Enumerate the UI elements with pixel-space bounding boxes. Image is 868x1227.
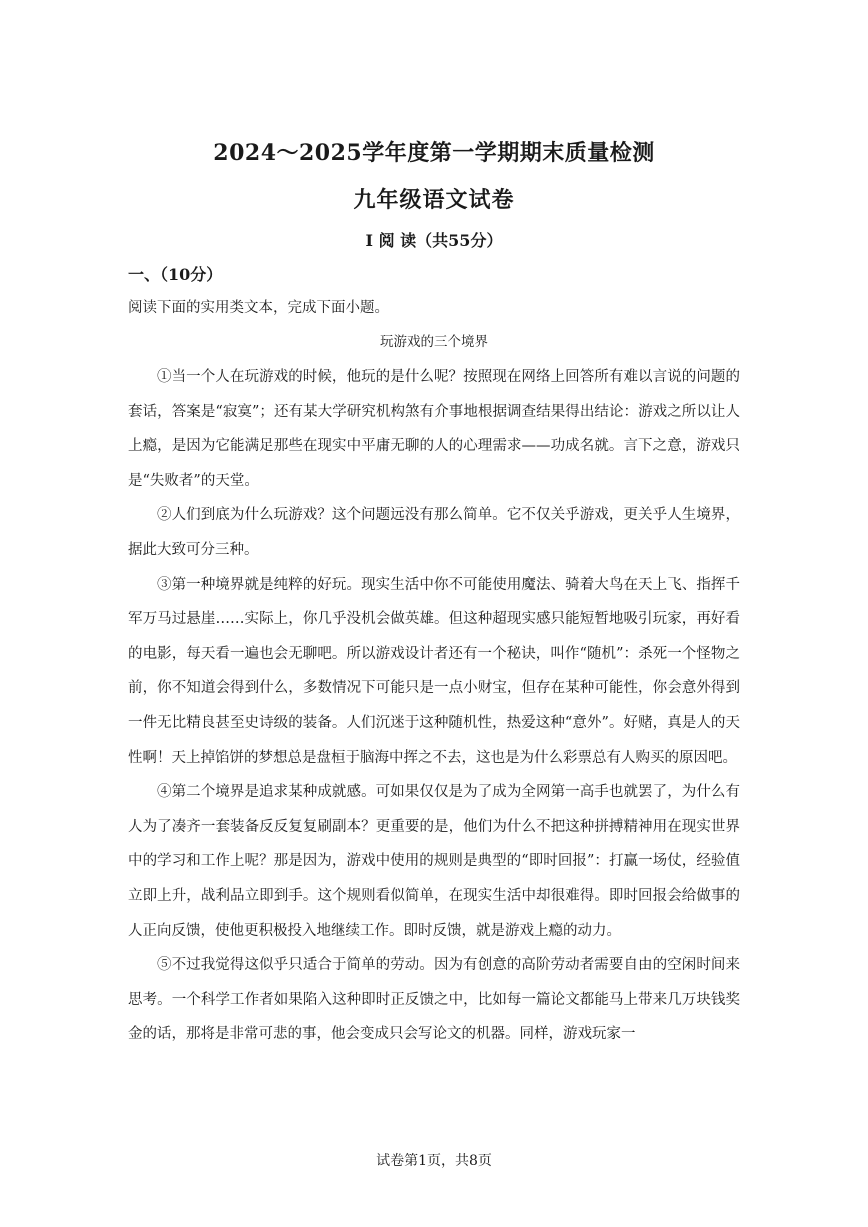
question-instruction: 阅读下面的实用类文本，完成下面小题。 [128,300,389,316]
article-paragraph-2: ②人们到底为什么玩游戏？这个问题远没有那么简单。它不仅关乎游戏，更关乎人生境界，据此大致可分三种。 [128,507,740,558]
article-body [128,360,740,1052]
question-heading: 一、（10分） [128,265,223,284]
page-footer: 试卷第1页，共8页 [376,1153,492,1169]
exam-subtitle: 九年级语文试卷 [353,187,515,213]
article-title: 玩游戏的三个境界 [380,334,488,350]
exam-title: 2024～2025学年度第一学期期末质量检测 [213,140,655,166]
article-paragraph-4: ④第二个境界是追求某种成就感。可如果仅仅是为了成为全网第一高手也就罢了，为什么有人为了凑齐一套装备反反复复刷副本？更重要的是，他们为什么不把这种拼搏精神用在现实世界中的学习和工作上呢？那是因为，游戏中使用的规则是典型的“即时回报”：打赢一场仗，经验值立即上升，战利品立即到手。这个规则看似简单，在现实生活中却很难得。即时回报会给做事的人正向反馈，使他更积极投入地继续工作。即时反馈，就是游戏上瘾的动力。 [128,784,740,939]
article-paragraph-5: ⑤不过我觉得这似乎只适合于简单的劳动。因为有创意的高阶劳动者需要自由的空闲时间来思考。一个科学工作者如果陷入这种即时正反馈之中，比如每一篇论文都能马上带来几万块钱奖金的话，那将是非常可悲的事，他会变成只会写论文的机器。同样，游戏玩家一 [128,957,740,1043]
article-paragraph-3: ③第一种境界就是纯粹的好玩。现实生活中你不可能使用魔法、骑着大鸟在天上飞、指挥千军万马过悬崖……实际上，你几乎没机会做英雄。但这种超现实感只能短暂地吸引玩家，再好看的电影，每天看一遍也会无聊吧。所以游戏设计者还有一个秘诀，叫作“随机”：杀死一个怪物之前，你不知道会得到什么，多数情况下可能只是一点小财宝，但存在某种可能性，你会意外得到一件无比精良甚至史诗级的装备。人们沉迷于这种随机性，热爱这种“意外”。好赌，真是人的天性啊！天上掉馅饼的梦想总是盘桓于脑海中挥之不去，这也是为什么彩票总有人购买的原因吧。 [128,576,740,766]
section-heading: Ⅰ 阅 读（共55分） [365,231,503,250]
article-paragraph-1: ①当一个人在玩游戏的时候，他玩的是什么呢？按照现在网络上回答所有难以言说的问题的套话，答案是“寂寞”；还有某大学研究机构煞有介事地根据调查结果得出结论：游戏之所以让人上瘾，是因为它能满足那些在现实中平庸无聊的人的心理需求——功成名就。言下之意，游戏只是“失败者”的天堂。 [128,369,740,489]
